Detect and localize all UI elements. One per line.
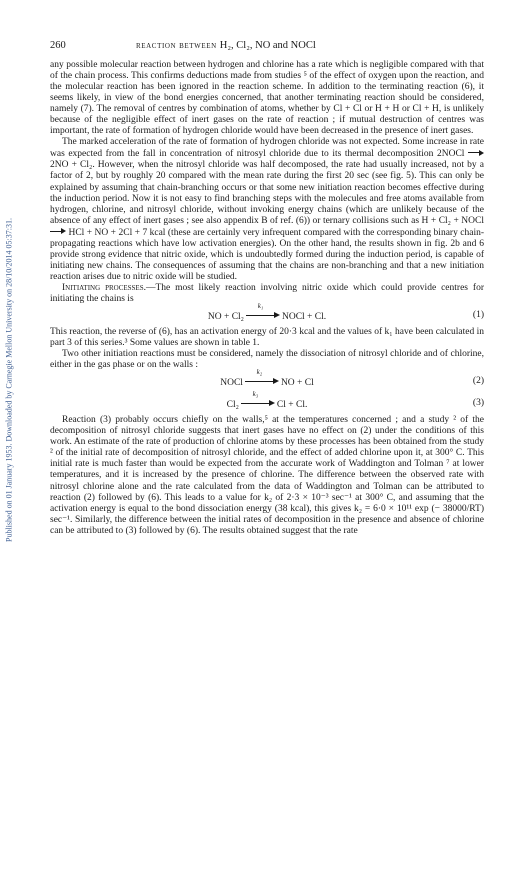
section-heading-initiating: Initiating processes. [62, 282, 146, 293]
reaction-arrow-icon [245, 368, 279, 386]
paragraph-3-body: —The most likely reaction involving nitric oxide which could provide centres for initiating the chains is [50, 282, 484, 304]
equation-2-left: NOCl [220, 378, 243, 389]
rate-constant-label: k₁ [257, 302, 264, 311]
equation-2-right: NO + Cl [280, 378, 314, 389]
paragraph-5: Two other initiation reactions must be considered, namely the dissociation of nitrosyl chloride and of chlorine, either in the gas phase or on the walls : [50, 349, 484, 371]
equation-3-left: Cl₂ [226, 400, 239, 411]
running-title [136, 40, 316, 51]
paragraph-2 [50, 137, 484, 283]
download-notice[interactable]: Published on 01 January 1953. Downloaded by Carnegie Mellon University on 28/10/2014 05:37:31. [4, 218, 14, 542]
equation-3 [50, 390, 484, 415]
paragraph-2-part-a: The marked acceleration of the rate of formation of hydrogen chloride was not expected. Some increase in rate was expected from the fall in concentration of nitrosyl chloride due to its thermal decomposition 2NOCl [50, 137, 484, 160]
equation-1-number: (1) [472, 310, 484, 321]
reaction-arrow-icon [246, 302, 280, 320]
body-text [50, 60, 484, 537]
running-title-prefix: reaction between [136, 41, 217, 51]
download-sidebar [2, 120, 16, 640]
running-title-species: H₂, Cl₂, NO and NOCl [219, 40, 316, 51]
paragraph-1: any possible molecular reaction between hydrogen and chlorine has a rate which is negligible compared with that of the chain process. This confirms deductions made from studies ⁵ of the effect of oxygen upon the reaction, and the molecular reaction has been ignored in the reaction scheme. In addition to the terminating reaction (6), it seems likely, in view of the bond energies concerned, that another terminating reaction should be considered, namely (7). The removal of centres by combination of atoms, whether by Cl + Cl or H + H or Cl + H, is unlikely because of the negligible effect of inert gases on the rate of reaction ; if mutual destruction of centres was important, the rate of formation of hydrogen chloride would have been decreased in the presence of inert gases. [50, 60, 484, 137]
equation-3-number: (3) [472, 398, 484, 409]
reaction-arrow-icon [50, 227, 66, 235]
paragraph-2-part-b: 2NO + Cl₂. However, when the nitrosyl chloride was half decomposed, the rate had usually increased, not by a factor of 2, but by roughly 20 compared with the mean rate during the first 20 sec (see fig. 5). This can only be explained by assuming that chain-branching occurs or that some new initiation reaction becomes effective during the induction period. Now it is not easy to find branching steps with the molecules and free atoms available from hydrogen, chlorine, and nitrosyl chloride, without invoking energy chains (which are unlikely because of the absence of any effect of inert gases ; see also appendix B of ref. (6)) or ternary collisions such as H + Cl₂ + NOCl [50, 160, 484, 226]
page-header [50, 40, 482, 54]
rate-constant-label: k₃ [252, 390, 259, 399]
page-number: 260 [50, 40, 66, 51]
reaction-arrow-icon [241, 390, 275, 408]
equation-2-number: (2) [472, 376, 484, 387]
equation-3-right: Cl + Cl. [276, 400, 308, 411]
rate-constant-label: k₂ [256, 368, 263, 377]
equation-1 [50, 302, 484, 327]
paragraph-4: This reaction, the reverse of (6), has an activation energy of 20·3 kcal and the values of k₁ have been calculated in part 3 of this series.³ Some values are shown in table 1. [50, 327, 484, 349]
equation-1-left: NO + Cl₂ [207, 312, 244, 323]
equation-1-right: NOCl + Cl. [281, 312, 327, 323]
reaction-arrow-icon [468, 148, 484, 156]
paragraph-6: Reaction (3) probably occurs chiefly on the walls,⁵ at the temperatures concerned ; and a study ² of the decomposition of nitrosyl chloride suggests that inert gases have no effect on (2) under the conditions of this work. An estimate of the rate of production of chlorine atoms by these processes has been obtained from the study ² of the initial rate of decomposition of nitrosyl chloride, and the effect of added chlorine upon it, at 300° C. This initial rate is much faster than would be expected from the accurate work of Waddington and Tolman ⁷ at lower temperatures, and it is increased by the presence of chlorine. The difference between the observed rate with nitrosyl chlorine alone and the rate calculated from the data of Waddington and Tolman can be attributed to reaction (2) followed by (6). This leads to a value for k₂ of 2·3 × 10⁻³ sec⁻¹ at 300° C, and assuming that the activation energy is equal to the bond dissociation energy (38 kcal), this gives k₂ = 6·0 × 10¹¹ exp (− 38000/RT) sec⁻¹. Similarly, the difference between the initial rates of decomposition in the presence and absence of chlorine can be attributed to (3) followed by (6). The results obtained suggest that the rate [50, 415, 484, 536]
paragraph-2-part-c: HCl + NO + 2Cl + 7 kcal (these are certainly very infrequent compared with the corresponding binary chain-propagating reactions which have low activation energies). On the other hand, the results shown in fig. 2b and 6 provide strong evidence that nitric oxide, which is undoubtedly formed during the induction period, is capable of initiating new chains. The consequences of assuming that the chains are non-branching and that a new initiation reaction arises due to nitric oxide will be studied. [50, 227, 485, 282]
